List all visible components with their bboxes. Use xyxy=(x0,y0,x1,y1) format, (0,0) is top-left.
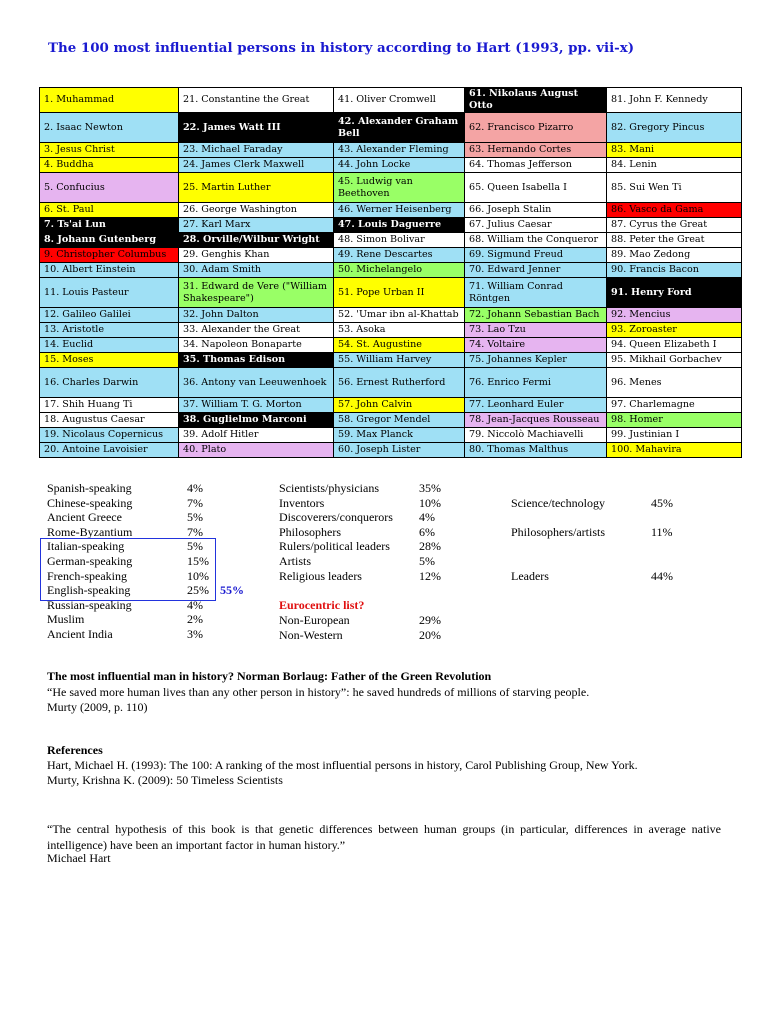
stat-row xyxy=(47,510,209,525)
person-cell: 47. Louis Daguerre xyxy=(334,218,465,233)
stat-row xyxy=(47,496,209,511)
category-label: Science/technology xyxy=(511,496,605,510)
person-cell: 50. Michelangelo xyxy=(334,263,465,278)
stat-label: Philosophers xyxy=(279,524,342,539)
person-cell: 56. Ernest Rutherford xyxy=(334,368,465,398)
person-cell: 93. Zoroaster xyxy=(607,323,742,338)
stat-label: Non-Western xyxy=(279,627,343,642)
person-cell: 44. John Locke xyxy=(334,158,465,173)
person-cell: 5. Confucius xyxy=(40,173,179,203)
stat-label: Ancient Greece xyxy=(47,510,122,525)
person-cell: 89. Mao Zedong xyxy=(607,248,742,263)
reference-item: Hart, Michael H. (1993): The 100: A ranking of the most influential persons in history, Carol Publishing Group, New York. xyxy=(47,758,638,772)
person-cell: 4. Buddha xyxy=(40,158,179,173)
person-cell: 33. Alexander the Great xyxy=(179,323,334,338)
table-row xyxy=(40,398,742,413)
stat-value: 25% xyxy=(187,583,209,598)
page-title: The 100 most influential persons in history according to Hart (1993, pp. vii-x) xyxy=(48,40,635,56)
person-cell: 14. Euclid xyxy=(40,338,179,353)
person-cell: 6. St. Paul xyxy=(40,203,179,218)
stat-value: 20% xyxy=(419,627,441,642)
stat-row xyxy=(279,628,441,643)
stat-row xyxy=(47,627,209,642)
person-cell: 17. Shih Huang Ti xyxy=(40,398,179,413)
table-row xyxy=(40,323,742,338)
person-cell: 62. Francisco Pizarro xyxy=(465,113,607,143)
person-cell: 19. Nicolaus Copernicus xyxy=(40,428,179,443)
person-cell: 75. Johannes Kepler xyxy=(465,353,607,368)
stat-row xyxy=(279,525,441,540)
person-cell: 12. Galileo Galilei xyxy=(40,308,179,323)
person-cell: 74. Voltaire xyxy=(465,338,607,353)
person-cell: 35. Thomas Edison xyxy=(179,353,334,368)
person-cell: 26. George Washington xyxy=(179,203,334,218)
category-label: Leaders xyxy=(511,569,549,583)
person-cell: 99. Justinian I xyxy=(607,428,742,443)
person-cell: 59. Max Planck xyxy=(334,428,465,443)
person-cell: 1. Muhammad xyxy=(40,88,179,113)
person-cell: 86. Vasco da Gama xyxy=(607,203,742,218)
person-cell: 85. Sui Wen Ti xyxy=(607,173,742,203)
stat-label: Rome-Byzantium xyxy=(47,524,133,539)
person-cell: 54. St. Augustine xyxy=(334,338,465,353)
person-cell: 40. Plato xyxy=(179,443,334,458)
stat-value: 28% xyxy=(419,539,441,554)
person-cell: 28. Orville/Wilbur Wright xyxy=(179,233,334,248)
table-row xyxy=(40,368,742,398)
stat-value: 6% xyxy=(419,524,435,539)
category-value: 44% xyxy=(651,569,673,583)
person-cell: 7. Ts'ai Lun xyxy=(40,218,179,233)
stat-label: Inventors xyxy=(279,495,325,510)
table-row xyxy=(40,263,742,278)
profession-stats xyxy=(279,481,441,583)
stat-label: Muslim xyxy=(47,612,85,627)
stat-row xyxy=(47,612,209,627)
person-cell: 100. Mahavira xyxy=(607,443,742,458)
person-cell: 95. Mikhail Gorbachev xyxy=(607,353,742,368)
stat-label: Russian-speaking xyxy=(47,597,132,612)
hart-quote: “The central hypothesis of this book is that genetic differences between human groups (in particular, differences in average native intelligence) have been an important factor in human history.” xyxy=(47,822,721,852)
stat-label: Ancient India xyxy=(47,626,113,641)
person-cell: 91. Henry Ford xyxy=(607,278,742,308)
stat-label: Scientists/physicians xyxy=(279,481,379,495)
person-cell: 84. Lenin xyxy=(607,158,742,173)
stat-label: Italian-speaking xyxy=(47,539,125,554)
person-cell: 67. Julius Caesar xyxy=(465,218,607,233)
stat-value: 4% xyxy=(187,481,203,495)
person-cell: 24. James Clerk Maxwell xyxy=(179,158,334,173)
stat-label: English-speaking xyxy=(47,583,131,598)
person-cell: 78. Jean-Jacques Rousseau xyxy=(465,413,607,428)
borlaug-quote: “He saved more human lives than any other person in history”: he saved hundreds of millions of starving people. xyxy=(47,685,590,699)
person-cell: 15. Moses xyxy=(40,353,179,368)
person-cell: 80. Thomas Malthus xyxy=(465,443,607,458)
stat-value: 5% xyxy=(419,553,435,568)
person-cell: 73. Lao Tzu xyxy=(465,323,607,338)
stat-label: Rulers/political leaders xyxy=(279,539,390,554)
table-row xyxy=(40,278,742,308)
person-cell: 42. Alexander Graham Bell xyxy=(334,113,465,143)
stat-value: 29% xyxy=(419,613,441,627)
person-cell: 83. Mani xyxy=(607,143,742,158)
person-cell: 77. Leonhard Euler xyxy=(465,398,607,413)
stat-row xyxy=(279,569,441,584)
stat-value: 2% xyxy=(187,612,203,627)
stat-value: 10% xyxy=(419,495,441,510)
person-cell: 96. Menes xyxy=(607,368,742,398)
person-cell: 79. Niccolò Machiavelli xyxy=(465,428,607,443)
person-cell: 20. Antoine Lavoisier xyxy=(40,443,179,458)
table-row xyxy=(40,233,742,248)
stat-label: Chinese-speaking xyxy=(47,495,133,510)
person-cell: 27. Karl Marx xyxy=(179,218,334,233)
stat-value: 10% xyxy=(187,568,209,583)
category-value: 11% xyxy=(651,525,673,539)
stat-row xyxy=(279,496,441,511)
person-cell: 39. Adolf Hitler xyxy=(179,428,334,443)
stat-value: 5% xyxy=(187,510,203,525)
person-cell: 11. Louis Pasteur xyxy=(40,278,179,308)
table-row xyxy=(40,88,742,113)
origin-stats xyxy=(279,613,441,642)
reference-item: Murty, Krishna K. (2009): 50 Timeless Scientists xyxy=(47,773,283,787)
borlaug-heading: The most influential man in history? Norman Borlaug: Father of the Green Revolution xyxy=(47,669,492,683)
person-cell: 48. Simon Bolivar xyxy=(334,233,465,248)
person-cell: 72. Johann Sebastian Bach xyxy=(465,308,607,323)
stat-row xyxy=(279,539,441,554)
person-cell: 34. Napoleon Bonaparte xyxy=(179,338,334,353)
person-cell: 61. Nikolaus August Otto xyxy=(465,88,607,113)
person-cell: 46. Werner Heisenberg xyxy=(334,203,465,218)
stat-row xyxy=(279,481,441,496)
stat-value: 4% xyxy=(419,510,435,525)
person-cell: 68. William the Conqueror xyxy=(465,233,607,248)
stat-value: 7% xyxy=(187,495,203,510)
table-row xyxy=(40,143,742,158)
person-cell: 16. Charles Darwin xyxy=(40,368,179,398)
person-cell: 30. Adam Smith xyxy=(179,263,334,278)
person-cell: 21. Constantine the Great xyxy=(179,88,334,113)
stat-row xyxy=(279,613,441,628)
person-cell: 18. Augustus Caesar xyxy=(40,413,179,428)
table-row xyxy=(40,158,742,173)
person-cell: 52. 'Umar ibn al-Khattab xyxy=(334,308,465,323)
person-cell: 45. Ludwig van Beethoven xyxy=(334,173,465,203)
person-cell: 10. Albert Einstein xyxy=(40,263,179,278)
table-row xyxy=(40,428,742,443)
person-cell: 43. Alexander Fleming xyxy=(334,143,465,158)
person-cell: 41. Oliver Cromwell xyxy=(334,88,465,113)
person-cell: 13. Aristotle xyxy=(40,323,179,338)
person-cell: 36. Antony van Leeuwenhoek xyxy=(179,368,334,398)
person-cell: 66. Joseph Stalin xyxy=(465,203,607,218)
person-cell: 63. Hernando Cortes xyxy=(465,143,607,158)
person-cell: 55. William Harvey xyxy=(334,353,465,368)
person-cell: 53. Asoka xyxy=(334,323,465,338)
stat-row xyxy=(279,510,441,525)
table-row xyxy=(40,218,742,233)
person-cell: 65. Queen Isabella I xyxy=(465,173,607,203)
person-cell: 2. Isaac Newton xyxy=(40,113,179,143)
person-cell: 31. Edward de Vere ("William Shakespeare") xyxy=(179,278,334,308)
stat-value: 12% xyxy=(419,568,441,583)
person-cell: 57. John Calvin xyxy=(334,398,465,413)
stat-value: 3% xyxy=(187,626,203,641)
table-row xyxy=(40,203,742,218)
stat-label: Religious leaders xyxy=(279,568,362,583)
person-cell: 71. William Conrad Röntgen xyxy=(465,278,607,308)
person-cell: 87. Cyrus the Great xyxy=(607,218,742,233)
person-cell: 97. Charlemagne xyxy=(607,398,742,413)
hart-quote-author: Michael Hart xyxy=(47,851,111,865)
stat-value: 35% xyxy=(419,481,441,495)
person-cell: 22. James Watt III xyxy=(179,113,334,143)
stat-row xyxy=(279,554,441,569)
person-cell: 38. Guglielmo Marconi xyxy=(179,413,334,428)
stat-label: French-speaking xyxy=(47,568,127,583)
person-cell: 90. Francis Bacon xyxy=(607,263,742,278)
person-cell: 70. Edward Jenner xyxy=(465,263,607,278)
table-row xyxy=(40,113,742,143)
stat-value: 15% xyxy=(187,553,209,568)
person-cell: 60. Joseph Lister xyxy=(334,443,465,458)
person-cell: 8. Johann Gutenberg xyxy=(40,233,179,248)
person-cell: 92. Mencius xyxy=(607,308,742,323)
stat-value: 7% xyxy=(187,524,203,539)
borlaug-source: Murty (2009, p. 110) xyxy=(47,700,148,714)
influential-persons-table xyxy=(39,87,742,458)
person-cell: 25. Martin Luther xyxy=(179,173,334,203)
person-cell: 64. Thomas Jefferson xyxy=(465,158,607,173)
table-row xyxy=(40,353,742,368)
european-highlight-box xyxy=(40,538,216,601)
table-row xyxy=(40,308,742,323)
eurocentric-question: Eurocentric list? xyxy=(279,598,365,612)
stat-label: Artists xyxy=(279,553,312,568)
person-cell: 51. Pope Urban II xyxy=(334,278,465,308)
person-cell: 29. Genghis Khan xyxy=(179,248,334,263)
person-cell: 37. William T. G. Morton xyxy=(179,398,334,413)
person-cell: 23. Michael Faraday xyxy=(179,143,334,158)
stat-value: 5% xyxy=(187,539,203,554)
table-row xyxy=(40,248,742,263)
stat-label: Spanish-speaking xyxy=(47,481,132,495)
stat-value: 4% xyxy=(187,597,203,612)
references-heading: References xyxy=(47,743,103,757)
person-cell: 82. Gregory Pincus xyxy=(607,113,742,143)
table-row xyxy=(40,338,742,353)
stat-label: Non-European xyxy=(279,613,350,627)
person-cell: 3. Jesus Christ xyxy=(40,143,179,158)
category-label: Philosophers/artists xyxy=(511,525,606,539)
stat-label: German-speaking xyxy=(47,553,133,568)
table-row xyxy=(40,173,742,203)
stat-row xyxy=(47,481,209,496)
person-cell: 58. Gregor Mendel xyxy=(334,413,465,428)
stat-label: Discoverers/conquerors xyxy=(279,510,393,525)
person-cell: 76. Enrico Fermi xyxy=(465,368,607,398)
person-cell: 94. Queen Elizabeth I xyxy=(607,338,742,353)
table-row xyxy=(40,413,742,428)
person-cell: 9. Christopher Columbus xyxy=(40,248,179,263)
person-cell: 88. Peter the Great xyxy=(607,233,742,248)
person-cell: 98. Homer xyxy=(607,413,742,428)
person-cell: 49. Rene Descartes xyxy=(334,248,465,263)
category-value: 45% xyxy=(651,496,673,510)
person-cell: 81. John F. Kennedy xyxy=(607,88,742,113)
person-cell: 32. John Dalton xyxy=(179,308,334,323)
table-row xyxy=(40,443,742,458)
person-cell: 69. Sigmund Freud xyxy=(465,248,607,263)
european-total: 55% xyxy=(220,583,244,597)
